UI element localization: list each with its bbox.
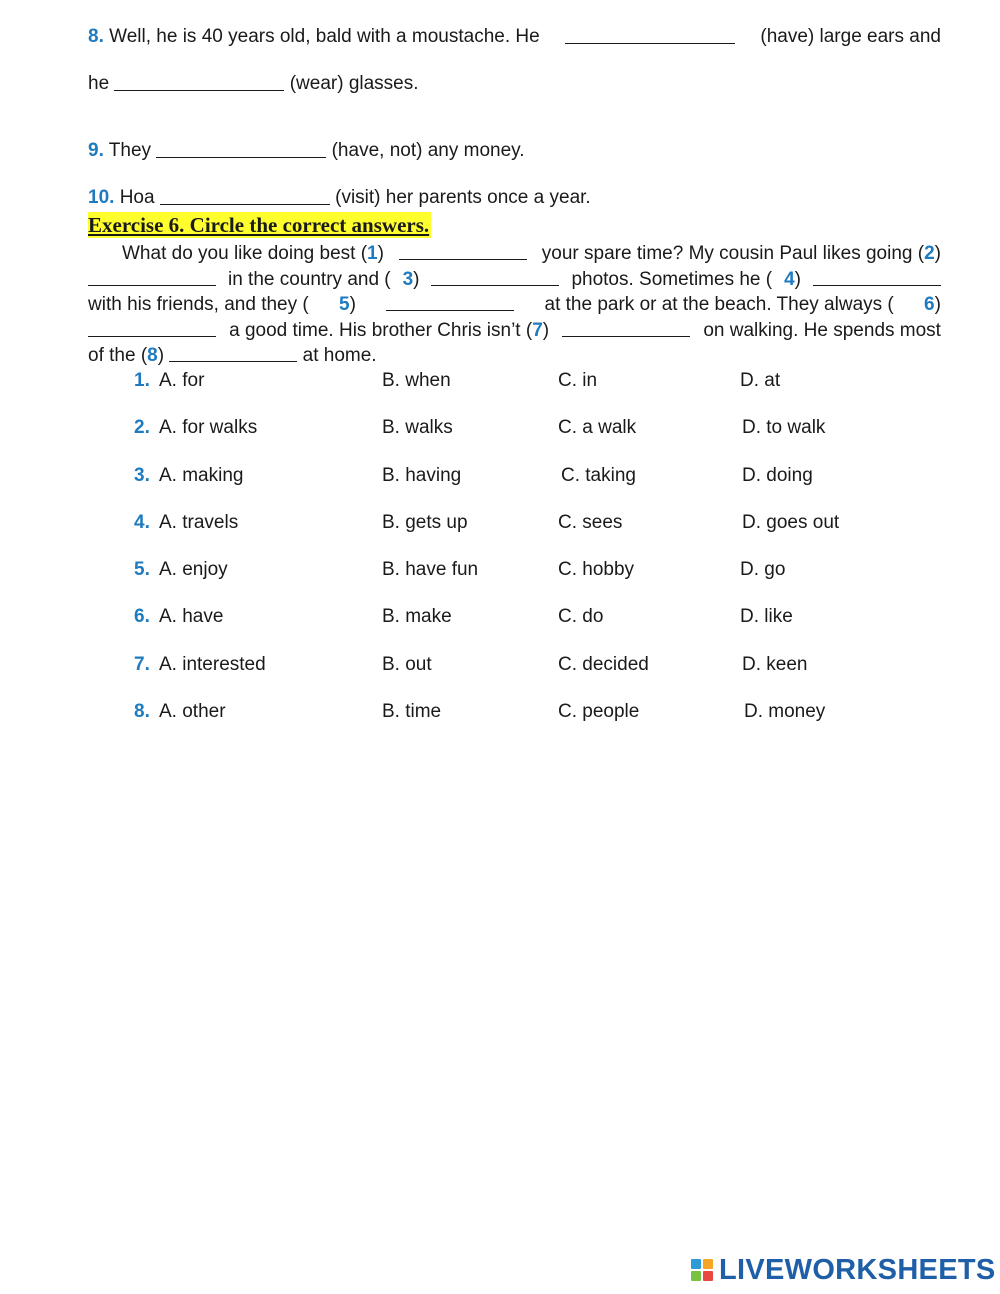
option-a[interactable]: A. enjoy [159,559,228,580]
option-b[interactable]: B. having [382,465,462,486]
option-d[interactable]: D. like [740,606,793,627]
choice-row: 1. A. for B. when C. in D. at [0,368,1000,394]
option-b[interactable]: B. walks [382,417,453,438]
passage-line: in the country and ( 3) photos. Sometimes he ( 4) [88,267,941,293]
option-a[interactable]: A. travels [159,512,239,533]
passage-line: of the (8) at home. [88,345,377,367]
answer-blank[interactable] [813,267,941,286]
option-d[interactable]: D. go [740,559,786,580]
choice-row: 2. A. for walks B. walks C. a walk D. to walk [0,415,1000,441]
option-b[interactable]: B. out [382,654,432,675]
liveworksheets-logo[interactable] [691,1254,996,1286]
answer-blank[interactable] [169,343,297,362]
option-a[interactable]: A. for walks [159,417,258,438]
option-c[interactable]: C. people [558,701,640,722]
logo-text: LIVEWORKSHEETS [719,1253,996,1286]
option-d[interactable]: D. keen [742,654,808,675]
answer-blank[interactable] [160,186,330,205]
choice-row: 7. A. interested B. out C. decided D. keen [0,652,1000,678]
option-b[interactable]: B. have fun [382,559,479,580]
option-a[interactable]: A. have [159,606,224,627]
passage-line: What do you like doing best (1) your spare time? My cousin Paul likes going (2) [122,243,941,264]
choice-row: 5. A. enjoy B. have fun C. hobby D. go [0,557,1000,583]
option-a[interactable]: A. other [159,701,226,722]
option-a[interactable]: A. for [159,370,205,391]
option-c[interactable]: C. a walk [558,417,637,438]
exercise-6-passage [88,241,941,369]
option-a[interactable]: A. making [159,465,244,486]
option-d[interactable]: D. at [740,370,781,391]
answer-blank[interactable] [562,318,690,337]
question-10: 10. Hoa (visit) her parents once a year. [88,187,591,208]
question-number: 9. [88,140,104,161]
passage-line: a good time. His brother Chris isn’t (7) on walking. He spends most [88,318,941,344]
option-c[interactable]: C. taking [561,465,636,486]
exercise-6-heading: Exercise 6. Circle the correct answers. [88,213,430,237]
option-c[interactable]: C. decided [558,654,649,675]
option-c[interactable]: C. hobby [558,559,635,580]
question-8-line-2: he (wear) glasses. [88,73,419,94]
option-c[interactable]: C. do [558,606,604,627]
answer-blank[interactable] [431,267,559,286]
question-number: 10. [88,187,115,208]
choice-row: 8. A. other B. time C. people D. money [0,699,1000,725]
answer-blank[interactable] [565,25,735,44]
option-c[interactable]: C. sees [558,512,623,533]
option-b[interactable]: B. make [382,606,452,627]
answer-blank[interactable] [399,241,527,260]
answer-blank[interactable] [114,72,284,91]
answer-blank[interactable] [386,292,514,311]
question-8-line-1: 8. Well, he is 40 years old, bald with a moustache. He (have) large ears and [88,26,941,47]
passage-line: with his friends, and they ( 5) at the park or at the beach. They always ( 6) [88,294,941,316]
option-a[interactable]: A. interested [159,654,266,675]
choice-row: 6. A. have B. make C. do D. like [0,604,1000,630]
option-c[interactable]: C. in [558,370,598,391]
option-b[interactable]: B. time [382,701,442,722]
choice-row: 3. A. making B. having C. taking D. doing [0,463,1000,489]
answer-blank[interactable] [88,318,216,337]
option-d[interactable]: D. money [744,701,826,722]
option-d[interactable]: D. doing [742,465,813,486]
answer-blank[interactable] [156,139,326,158]
answer-blank[interactable] [88,267,216,286]
option-b[interactable]: B. gets up [382,512,468,533]
option-d[interactable]: D. goes out [742,512,840,533]
option-d[interactable]: D. to walk [742,417,826,438]
choice-row: 4. A. travels B. gets up C. sees D. goes out [0,510,1000,536]
option-b[interactable]: B. when [382,370,451,391]
question-9: 9. They (have, not) any money. [88,140,525,161]
question-number: 8. [88,26,104,47]
liveworksheets-logo-icon [691,1259,713,1281]
